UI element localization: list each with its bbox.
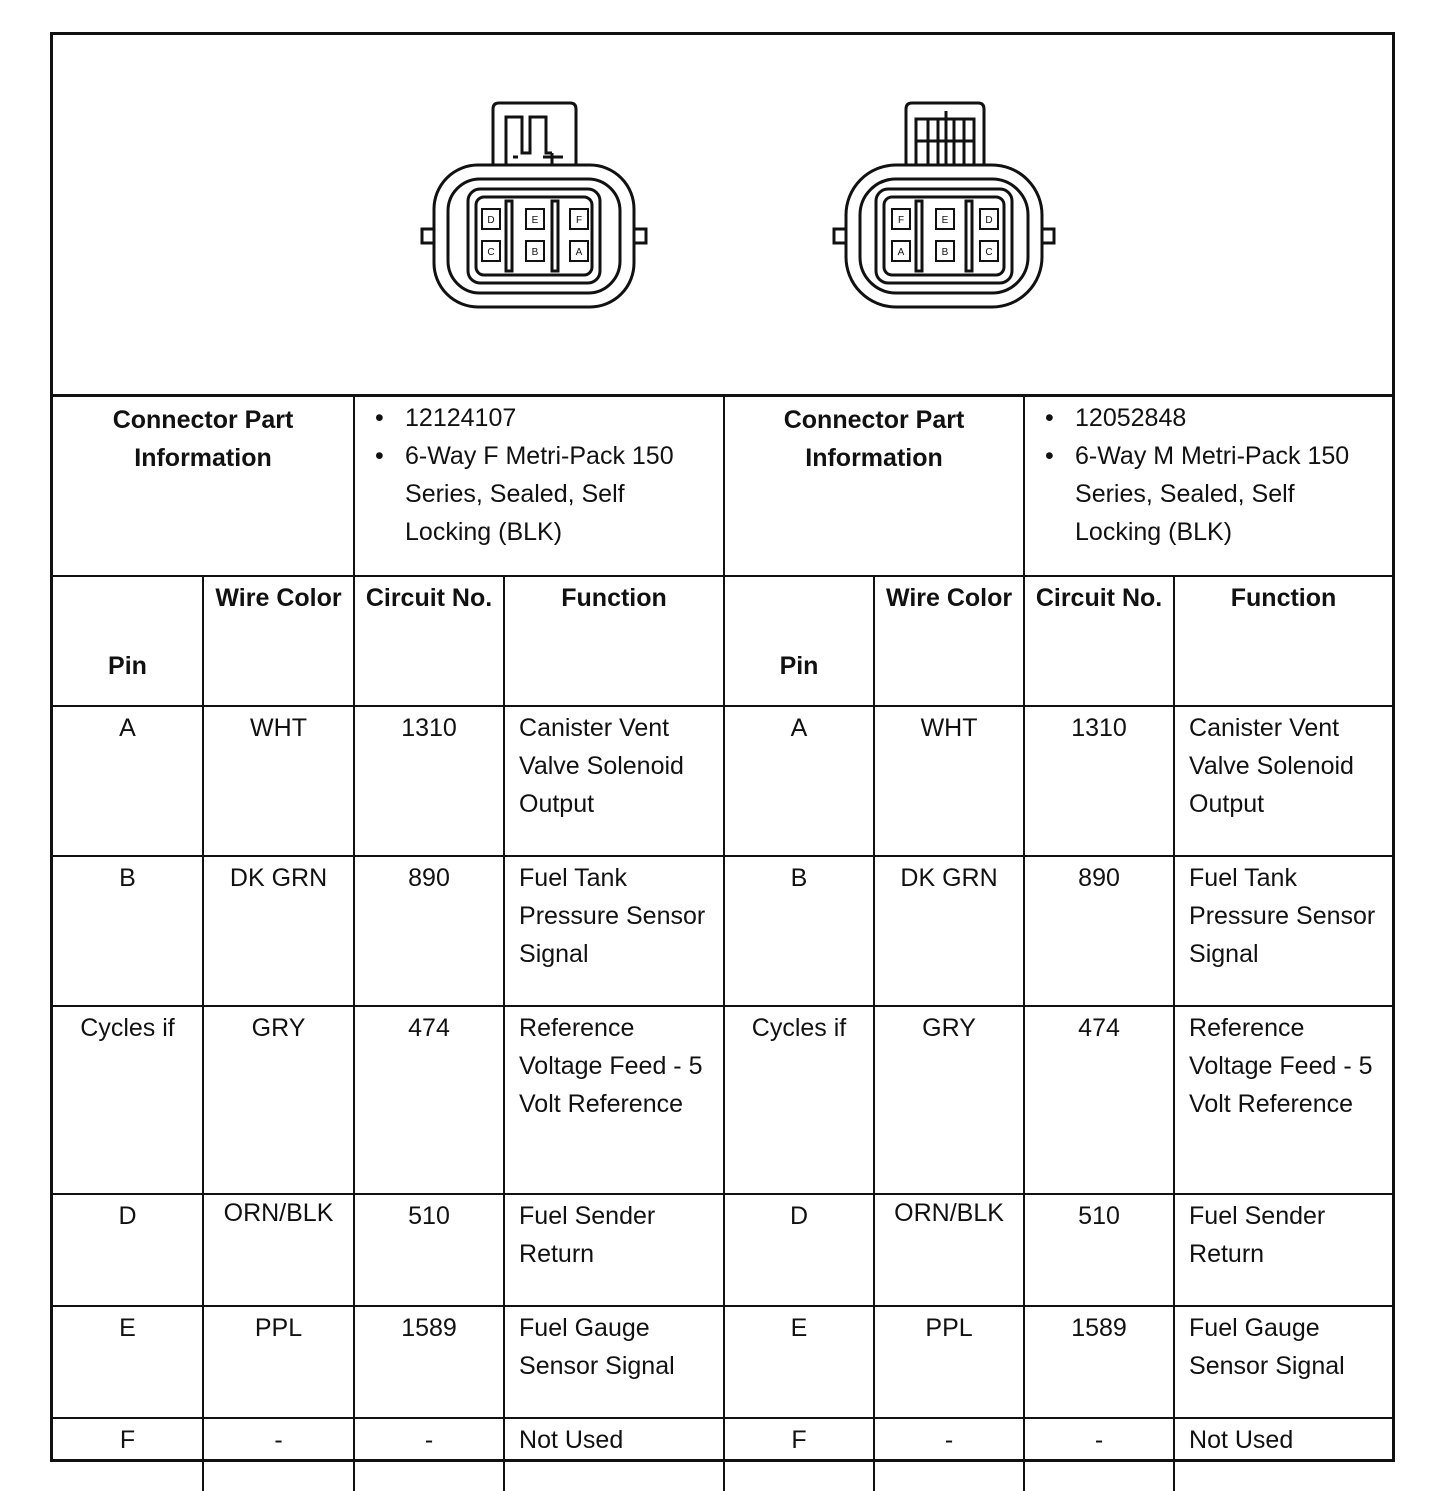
circuit-no-cell: 510 [1024,1194,1174,1306]
function-cell: Reference Voltage Feed - 5 Volt Reference [504,1006,724,1194]
column-header-circuit-no: Circuit No. [1024,576,1174,706]
connector-diagrams [53,35,1392,395]
pin-cell: A [724,706,874,856]
pin-cell: E [724,1306,874,1418]
wire-color-cell: - [203,1418,354,1491]
part-description: • 6-Way F Metri-Pack 150 Series, Sealed, Self Locking (BLK) [375,437,717,551]
wire-color-cell: PPL [874,1306,1024,1418]
circuit-no-cell: 1589 [1024,1306,1174,1418]
pin-cell: D [724,1194,874,1306]
function-cell: Fuel Sender Return [504,1194,724,1306]
pin-cell: Cycles if [53,1006,203,1194]
circuit-no-cell: 890 [354,856,504,1006]
connector-info-row [53,396,1392,577]
pinout-document [50,32,1395,1462]
circuit-no-cell: 474 [354,1006,504,1194]
wire-color-cell: ORN/BLK [203,1194,354,1306]
wire-color-cell: WHT [874,706,1024,856]
function-cell: Canister Vent Valve Solenoid Output [1174,706,1392,856]
wire-color-cell: DK GRN [874,856,1024,1006]
function-cell: Fuel Gauge Sensor Signal [1174,1306,1392,1418]
connector-part-info-1 [354,396,724,577]
function-cell: Fuel Gauge Sensor Signal [504,1306,724,1418]
table-row [53,1194,1392,1306]
connector-part-info-2 [1024,396,1392,577]
part-number: • 12052848 [1045,399,1386,437]
pin-cell: D [53,1194,203,1306]
table-row [53,706,1392,856]
function-cell: Not Used [1174,1418,1392,1491]
function-cell: Not Used [504,1418,724,1491]
circuit-no-cell: 890 [1024,856,1174,1006]
diagram-pin-label: E [531,215,539,226]
circuit-no-cell: - [1024,1418,1174,1491]
diagram-pin-label: C [487,247,495,258]
pin-cell: A [53,706,203,856]
pin-cell: B [724,856,874,1006]
wire-color-cell: GRY [874,1006,1024,1194]
diagram-pin-label: A [897,247,905,258]
pin-cell: Cycles if [724,1006,874,1194]
diagram-pin-label: B [531,247,539,258]
table-row [53,1418,1392,1491]
wire-color-cell: WHT [203,706,354,856]
table-row [53,1006,1392,1194]
circuit-no-cell: 510 [354,1194,504,1306]
column-header-wire-color: Wire Color [203,576,354,706]
function-cell: Canister Vent Valve Solenoid Output [504,706,724,856]
connector-face-diagram-1 [418,101,658,321]
function-cell: Fuel Sender Return [1174,1194,1392,1306]
pin-cell: F [724,1418,874,1491]
circuit-no-cell: 474 [1024,1006,1174,1194]
connector-face-diagram-2 [828,101,1068,321]
diagram-pin-label: C [985,247,993,258]
diagram-pin-label: A [575,247,583,258]
part-description: • 6-Way M Metri-Pack 150 Series, Sealed, Self Locking (BLK) [1045,437,1386,551]
column-header-wire-color: Wire Color [874,576,1024,706]
circuit-no-cell: 1310 [1024,706,1174,856]
column-header-pin: Pin [724,576,874,706]
diagram-pin-label: B [941,247,949,258]
pinout-table [53,394,1392,1491]
column-header-pin: Pin [53,576,203,706]
connector-part-info-label-1: Connector Part Information [53,396,354,577]
function-cell: Fuel Tank Pressure Sensor Signal [1174,856,1392,1006]
diagram-pin-label: D [985,215,993,226]
wire-color-cell: DK GRN [203,856,354,1006]
wire-color-cell: - [874,1418,1024,1491]
wire-color-cell: GRY [203,1006,354,1194]
pin-cell: E [53,1306,203,1418]
column-header-row [53,576,1392,706]
diagram-pin-label: D [487,215,495,226]
pin-cell: F [53,1418,203,1491]
table-row [53,856,1392,1006]
circuit-no-cell: 1310 [354,706,504,856]
table-row [53,1306,1392,1418]
circuit-no-cell: 1589 [354,1306,504,1418]
wire-color-cell: PPL [203,1306,354,1418]
pin-cell: B [53,856,203,1006]
diagram-pin-label: F [897,215,905,226]
diagram-pin-label: E [941,215,949,226]
function-cell: Reference Voltage Feed - 5 Volt Reference [1174,1006,1392,1194]
column-header-function: Function [504,576,724,706]
column-header-circuit-no: Circuit No. [354,576,504,706]
diagram-pin-label: F [575,215,583,226]
column-header-function: Function [1174,576,1392,706]
function-cell: Fuel Tank Pressure Sensor Signal [504,856,724,1006]
wire-color-cell: ORN/BLK [874,1194,1024,1306]
circuit-no-cell: - [354,1418,504,1491]
connector-part-info-label-2: Connector Part Information [724,396,1024,577]
part-number: • 12124107 [375,399,717,437]
